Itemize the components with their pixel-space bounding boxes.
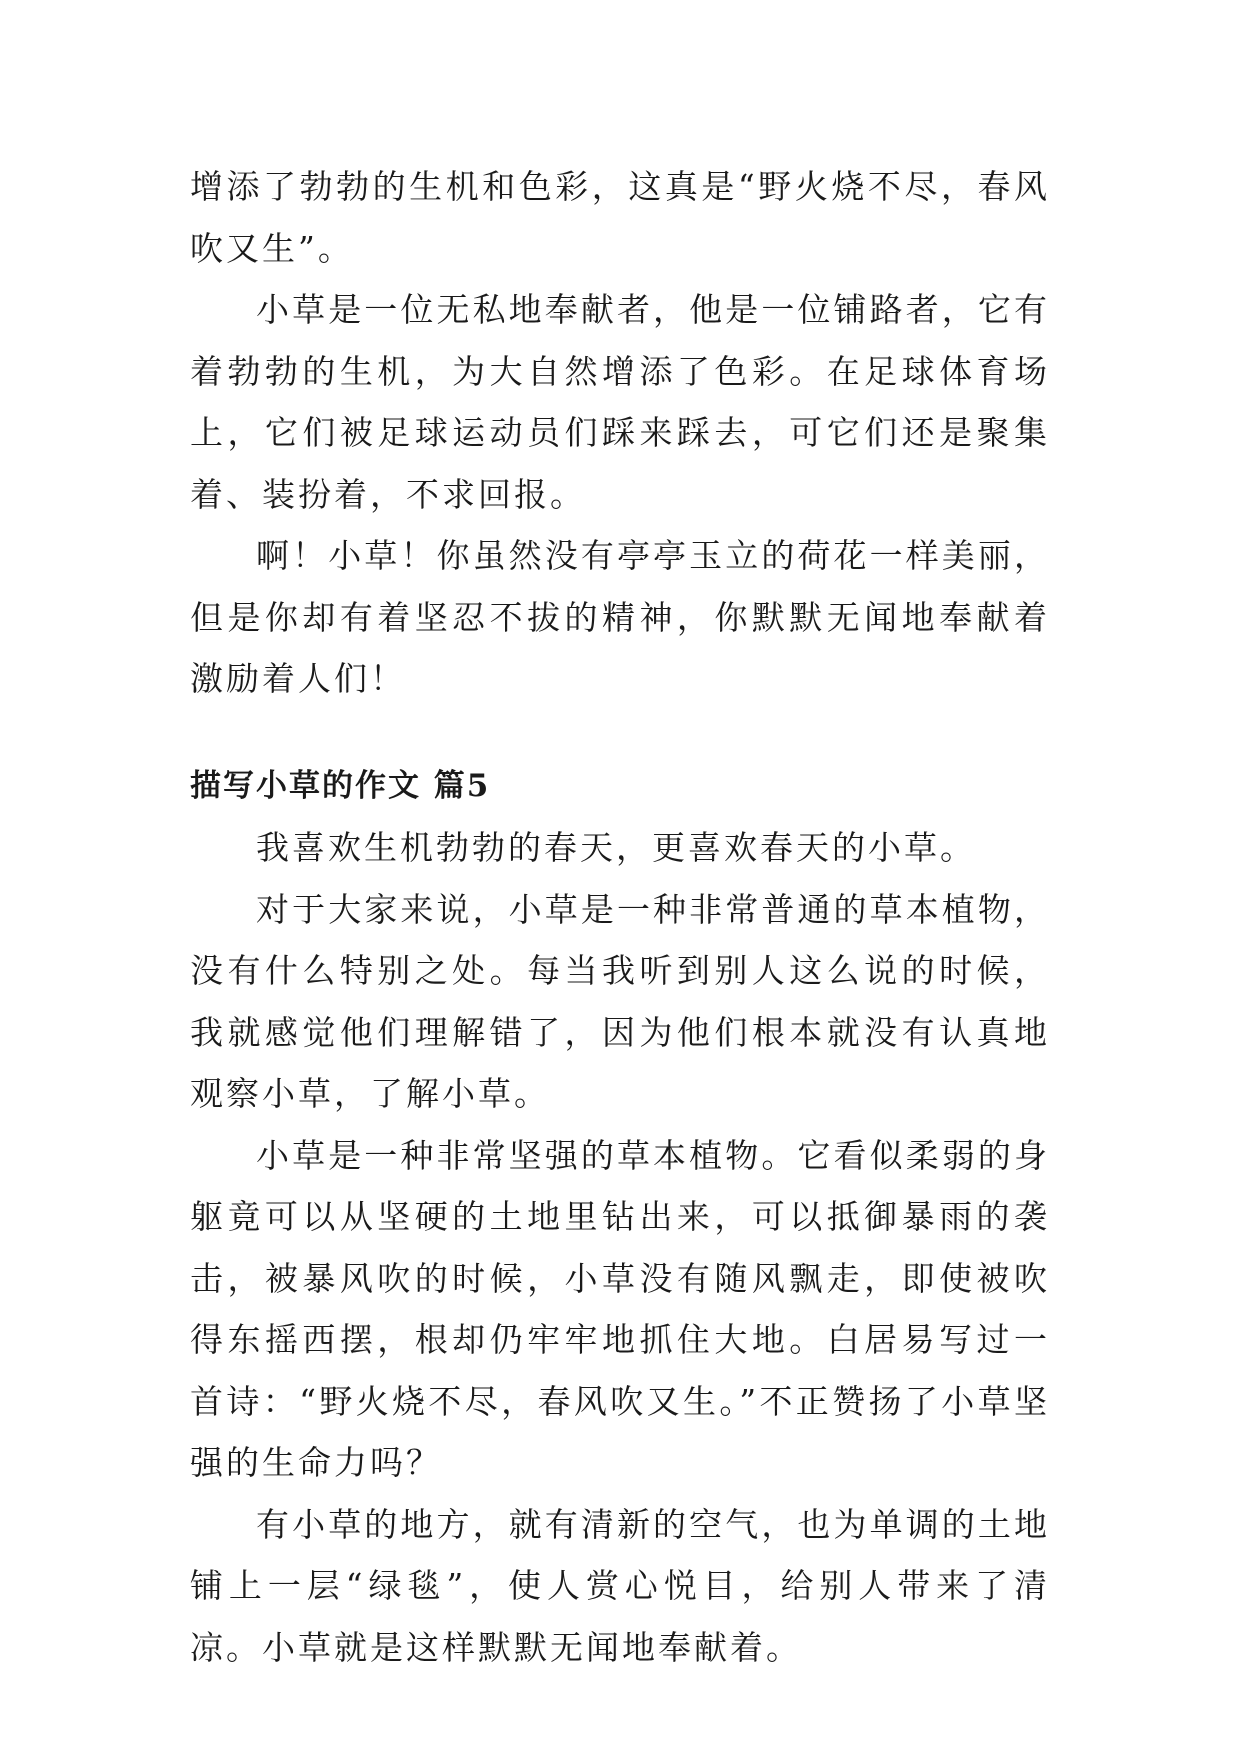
paragraph-praise: 啊！小草！你虽然没有亭亭玉立的荷花一样美丽，但是你却有着坚忍不拔的精神，你默默无闻地奉献着激励着人们！ — [190, 536, 1050, 698]
paragraph-intro: 我喜欢生机勃勃的春天，更喜欢春天的小草。 — [256, 828, 976, 867]
paragraph-continuation: 增添了勃勃的生机和色彩，这真是“野火烧不尽，春风吹又生”。 — [190, 167, 1050, 268]
paragraph-selfless-dedication: 小草是一位无私地奉献者，他是一位铺路者，它有着勃勃的生机，为大自然增添了色彩。在足球体育场上，它们被足球运动员们踩来踩去，可它们还是聚集着、装扮着，不求回报。 — [190, 290, 1050, 514]
document-page — [190, 156, 1050, 1678]
paragraph-fresh-air: 有小草的地方，就有清新的空气，也为单调的土地铺上一层“绿毯”，使人赏心悦目，给别人带来了清凉。小草就是这样默默无闻地奉献着。 — [190, 1504, 1050, 1667]
paragraph-common-view: 对于大家来说，小草是一种非常普通的草本植物，没有什么特别之处。每当我听到别人这么说的时候，我就感觉他们理解错了，因为他们根本就没有认真地观察小草，了解小草。 — [190, 889, 1050, 1113]
paragraph-strength: 小草是一种非常坚强的草本植物。它看似柔弱的身躯竟可以从坚硬的土地里钻出来，可以抵御暴雨的袭击，被暴风吹的时候，小草没有随风飘走，即使被吹得东摇西摆，根却仍牢牢地抓住大地。白居易写过一首诗：“野火烧不尽，春风吹又生。”不正赞扬了小草坚强的生命力吗？ — [190, 1135, 1050, 1482]
section-title: 描写小草的作文 篇5 — [190, 767, 491, 804]
